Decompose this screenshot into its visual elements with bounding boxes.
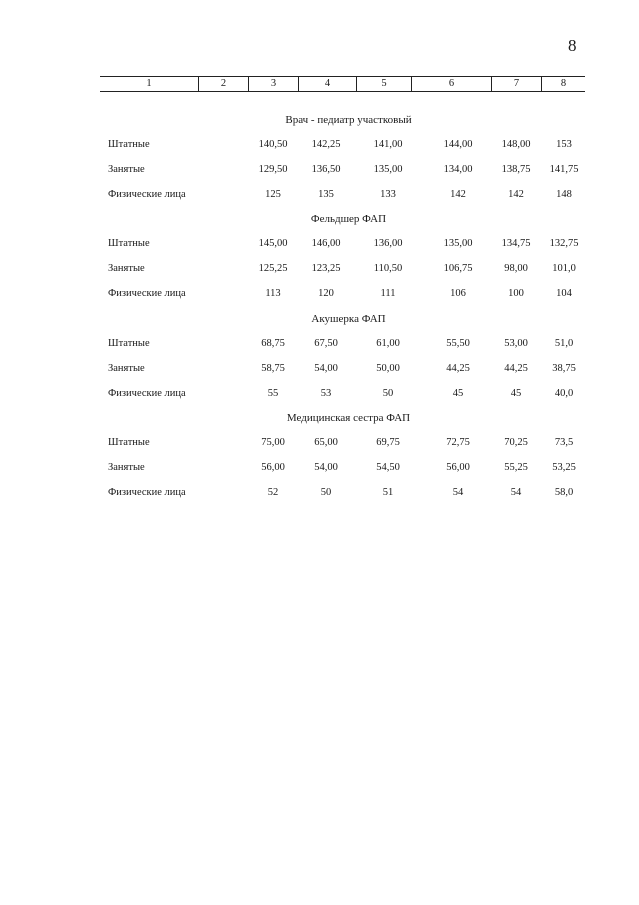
header-col-6: 6	[412, 77, 492, 91]
table-cell: 69,75	[376, 437, 400, 448]
table-cell: 54,50	[376, 462, 400, 473]
table-cell: 135,00	[373, 164, 403, 175]
row-label: Штатные	[108, 338, 150, 349]
header-col-7: 7	[492, 77, 542, 91]
header-col-1: 1	[100, 77, 199, 91]
row-label: Штатные	[108, 437, 150, 448]
row-label: Физические лица	[108, 288, 186, 299]
table-cell: 146,00	[311, 238, 341, 249]
table-cell: 106,75	[443, 263, 473, 274]
table-cell: 68,75	[261, 338, 285, 349]
row-label: Занятые	[108, 363, 145, 374]
table-cell: 51,0	[554, 338, 574, 349]
row-label: Физические лица	[108, 487, 186, 498]
table-cell: 142	[450, 189, 466, 200]
row-label: Штатные	[108, 238, 150, 249]
table-cell: 38,75	[552, 363, 576, 374]
table-cell: 98,00	[504, 263, 528, 274]
table-cell: 54,00	[314, 462, 338, 473]
table-cell: 136,50	[311, 164, 341, 175]
table-cell: 53,00	[504, 338, 528, 349]
table-cell: 135,00	[443, 238, 473, 249]
table-cell: 123,25	[311, 263, 341, 274]
table-cell: 141,00	[373, 139, 403, 150]
table-cell: 148,00	[501, 139, 531, 150]
table-cell: 55,25	[504, 462, 528, 473]
table-cell: 65,00	[314, 437, 338, 448]
table-cell: 58,75	[261, 363, 285, 374]
section-title: Фельдшер ФАП	[310, 213, 387, 225]
table-cell: 50	[320, 487, 332, 498]
table-cell: 134,00	[443, 164, 473, 175]
table-cell: 136,00	[373, 238, 403, 249]
table-cell: 50	[382, 388, 394, 399]
table-cell: 56,00	[446, 462, 470, 473]
table-cell: 135	[318, 189, 334, 200]
table-cell: 132,75	[549, 238, 579, 249]
table-cell: 45	[452, 388, 464, 399]
table-cell: 106	[450, 288, 466, 299]
table-cell: 53,25	[552, 462, 576, 473]
table-cell: 70,25	[504, 437, 528, 448]
table-cell: 100	[508, 288, 524, 299]
table-cell: 145,00	[258, 238, 288, 249]
section-title: Медицинская сестра ФАП	[286, 412, 411, 424]
header-col-3: 3	[249, 77, 299, 91]
table-cell: 54	[452, 487, 464, 498]
table-cell: 55,50	[446, 338, 470, 349]
table-cell: 54	[510, 487, 522, 498]
table-cell: 141,75	[549, 164, 579, 175]
table-cell: 104	[556, 288, 572, 299]
header-col-5: 5	[357, 77, 412, 91]
table-cell: 120	[318, 288, 334, 299]
table-cell: 140,50	[258, 139, 288, 150]
header-col-2: 2	[199, 77, 249, 91]
table-cell: 72,75	[446, 437, 470, 448]
table-cell: 54,00	[314, 363, 338, 374]
table-cell: 53	[320, 388, 332, 399]
table-cell: 110,50	[373, 263, 403, 274]
header-col-8: 8	[560, 78, 567, 89]
table-cell: 58,0	[554, 487, 574, 498]
table-cell: 134,75	[501, 238, 531, 249]
row-label: Занятые	[108, 462, 145, 473]
table-cell: 56,00	[261, 462, 285, 473]
table-cell: 52	[267, 487, 279, 498]
table-cell: 138,75	[501, 164, 531, 175]
table-cell: 75,00	[261, 437, 285, 448]
row-label: Физические лица	[108, 388, 186, 399]
table-cell: 129,50	[258, 164, 288, 175]
page-number: 8	[568, 36, 577, 55]
row-label: Занятые	[108, 263, 145, 274]
table-cell: 113	[265, 288, 281, 299]
table-cell: 44,25	[504, 363, 528, 374]
table-cell: 142,25	[311, 139, 341, 150]
table-cell: 44,25	[446, 363, 470, 374]
table-cell: 67,50	[314, 338, 338, 349]
table-cell: 51	[382, 487, 394, 498]
table-cell: 125,25	[258, 263, 288, 274]
row-label: Занятые	[108, 164, 145, 175]
header-col-4: 4	[299, 77, 357, 91]
section-title: Врач - педиатр участковый	[285, 114, 412, 126]
table-cell: 40,0	[554, 388, 574, 399]
table-header	[100, 76, 585, 92]
table-cell: 101,0	[552, 263, 576, 274]
table-cell: 50,00	[376, 363, 400, 374]
table-cell: 133	[380, 189, 396, 200]
row-label: Физические лица	[108, 189, 186, 200]
table-cell: 55	[267, 388, 279, 399]
table-cell: 148	[556, 189, 572, 200]
section-title: Акушерка ФАП	[311, 313, 386, 325]
table-cell: 153	[556, 139, 572, 150]
table-cell: 61,00	[376, 338, 400, 349]
table-cell: 111	[380, 288, 396, 299]
table-cell: 144,00	[443, 139, 473, 150]
row-label: Штатные	[108, 139, 150, 150]
table-cell: 45	[510, 388, 522, 399]
table-cell: 142	[508, 189, 524, 200]
table-cell: 125	[265, 189, 281, 200]
table-cell: 73,5	[554, 437, 574, 448]
